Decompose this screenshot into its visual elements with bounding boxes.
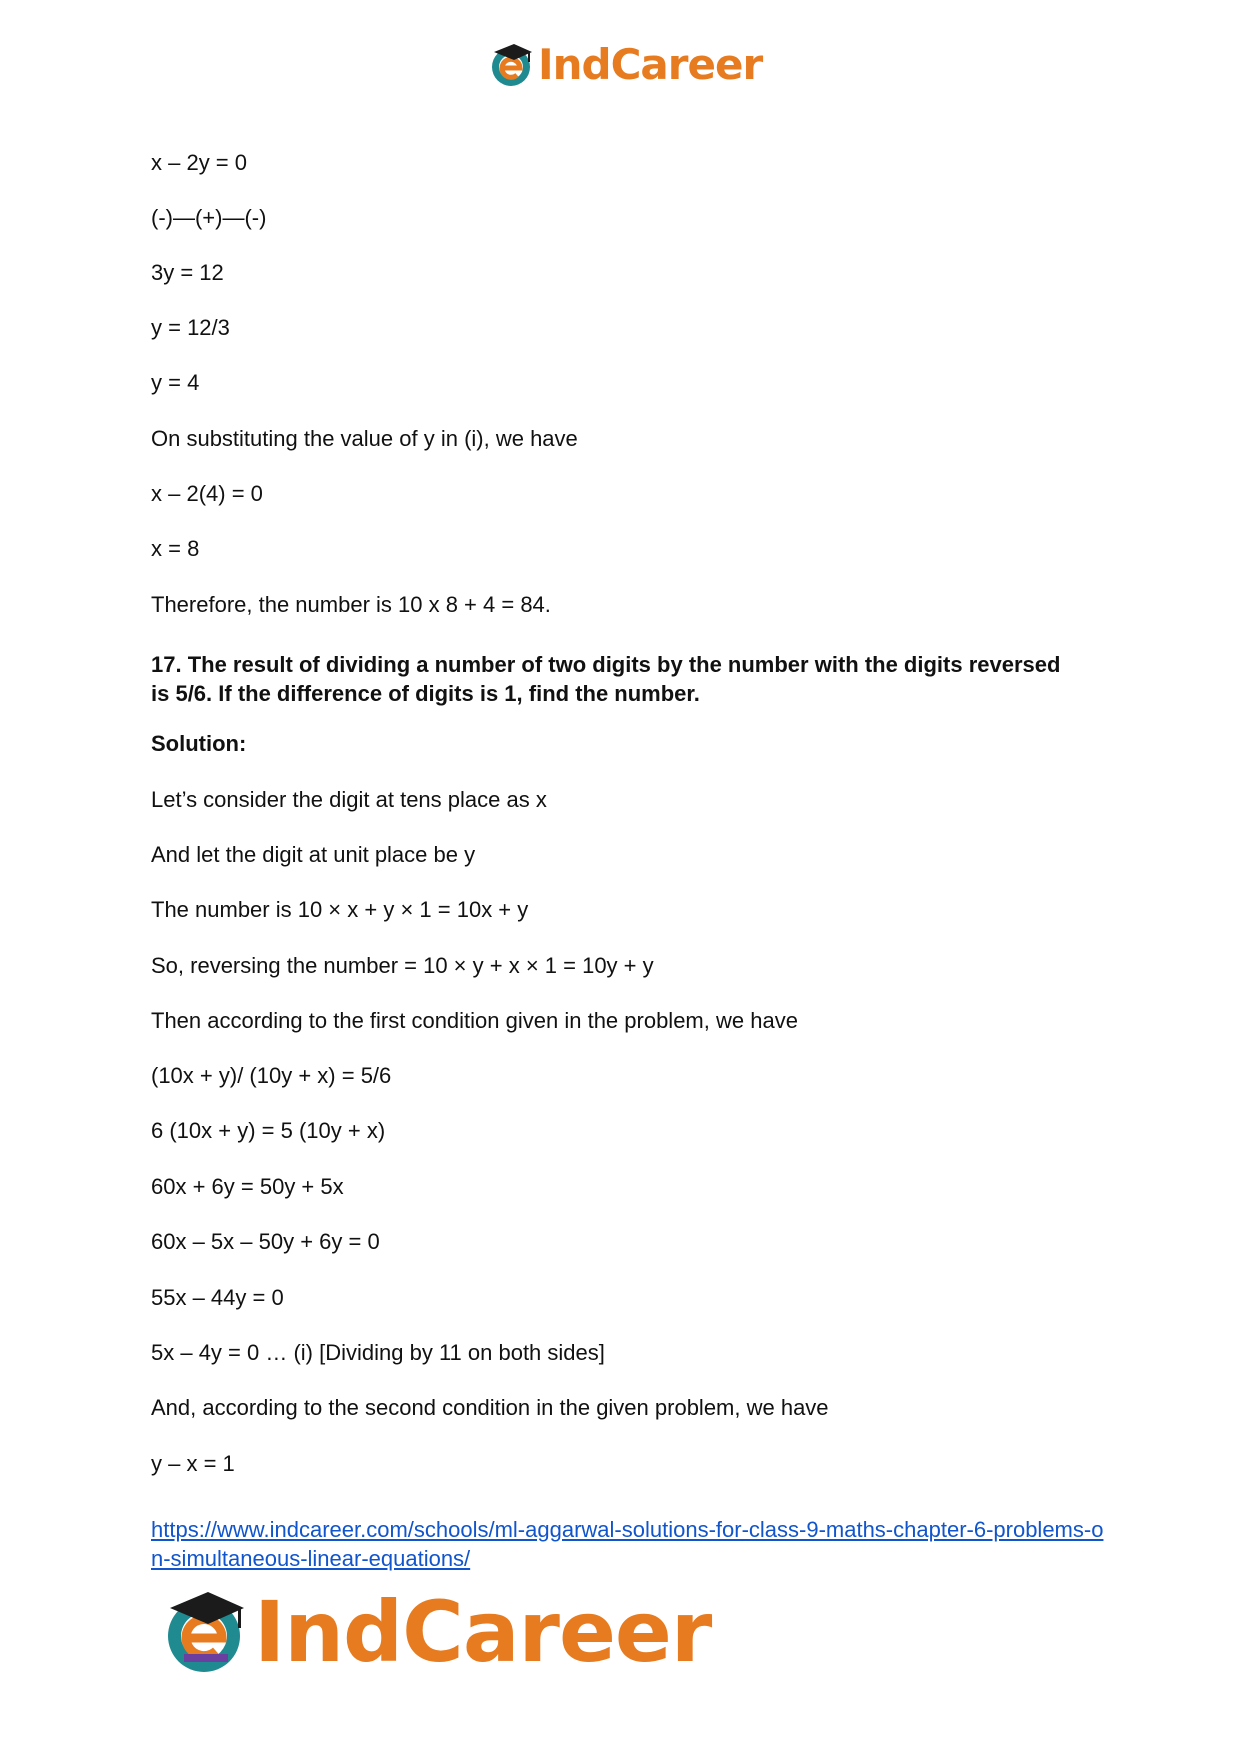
text-line: Therefore, the number is 10 x 8 + 4 = 84. <box>151 592 551 617</box>
footer-logo <box>162 1583 712 1681</box>
equation-line: x – 2y = 0 <box>151 150 248 175</box>
graduation-cap-icon <box>488 42 534 88</box>
equation-line: (10x + y)/ (10y + x) = 5/6 <box>151 1063 392 1088</box>
text-line: And, according to the second condition in the given problem, we have <box>151 1395 829 1420</box>
text-line: On substituting the value of y in (i), we have <box>151 426 578 451</box>
equation-line: So, reversing the number = 10 × y + x × 1 = 10y + y <box>151 953 654 978</box>
equation-line: (-)—(+)—(-) <box>151 205 267 230</box>
header-logo <box>488 42 762 88</box>
equation-line: 6 (10x + y) = 5 (10y + x) <box>151 1118 386 1143</box>
equation-line: 3y = 12 <box>151 260 224 285</box>
equation-line: 60x + 6y = 50y + 5x <box>151 1174 344 1199</box>
equation-line: y – x = 1 <box>151 1451 235 1476</box>
equation-line: x = 8 <box>151 536 200 561</box>
equation-line: x – 2(4) = 0 <box>151 481 263 506</box>
logo-text: IndCareer <box>538 40 763 89</box>
equation-line: The number is 10 × x + y × 1 = 10x + y <box>151 897 529 922</box>
text-line: And let the digit at unit place be y <box>151 842 476 867</box>
equation-line: 55x – 44y = 0 <box>151 1285 284 1310</box>
graduation-cap-icon <box>162 1588 248 1676</box>
equation-line: 60x – 5x – 50y + 6y = 0 <box>151 1229 380 1254</box>
solution-label: Solution: <box>151 731 247 756</box>
text-line: Then according to the first condition given in the problem, we have <box>151 1008 798 1033</box>
logo-text: IndCareer <box>254 1583 712 1681</box>
equation-line: 5x – 4y = 0 … (i) [Dividing by 11 on both sides] <box>151 1340 605 1365</box>
source-link[interactable]: https://www.indcareer.com/schools/ml-aggarwal-solutions-for-class-9-maths-chapter-6-problems-on-simultaneous-linear-equations/ <box>151 1517 1104 1571</box>
text-line: Let’s consider the digit at tens place as x <box>151 787 547 812</box>
question-17: 17. The result of dividing a number of two digits by the number with the digits reversed is 5/6. If the difference of digits is 1, find the number. <box>151 652 1061 706</box>
equation-line: y = 12/3 <box>151 315 230 340</box>
equation-line: y = 4 <box>151 370 200 395</box>
